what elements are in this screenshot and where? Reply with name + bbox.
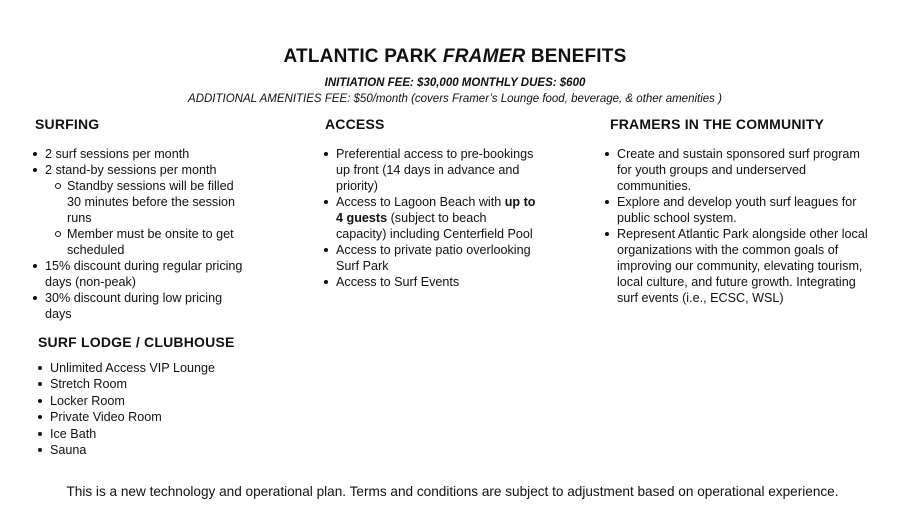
- amenities-fee-line: ADDITIONAL AMENITIES FEE: $50/month (covers Framer’s Lounge food, beverage, & other amenities ): [188, 93, 722, 105]
- list-item: Private Video Room: [38, 409, 268, 425]
- lodge-heading: SURF LODGE / CLUBHOUSE: [38, 334, 235, 350]
- list-item: Preferential access to pre-bookings up front (14 days in advance and priority): [324, 146, 536, 194]
- list-item: Access to private patio overlooking Surf Park: [324, 242, 536, 274]
- surfing-sublist: [45, 178, 248, 258]
- list-item-text: Access to Lagoon Beach with: [336, 195, 505, 209]
- list-item: Access to Surf Events: [324, 274, 536, 290]
- community-heading: FRAMERS IN THE COMMUNITY: [610, 116, 825, 132]
- community-list: [605, 146, 877, 306]
- lodge-list: [38, 360, 268, 458]
- list-item: 2 surf sessions per month: [33, 146, 248, 162]
- list-item: Stretch Room: [38, 376, 268, 392]
- list-item: Locker Room: [38, 393, 268, 409]
- sub-list-item: Standby sessions will be filled 30 minutes before the session runs: [45, 178, 248, 226]
- footer-disclaimer: This is a new technology and operational plan. Terms and conditions are subject to adjustment based on operational experience.: [66, 484, 839, 499]
- title-prefix: ATLANTIC PARK: [283, 46, 438, 67]
- guests-emphasis: up to 4 guests: [336, 195, 536, 225]
- access-list: [324, 146, 536, 290]
- list-item: 15% discount during regular pricing days (non-peak): [33, 258, 248, 290]
- list-item: Explore and develop youth surf leagues for public school system.: [605, 194, 877, 226]
- title-suffix: BENEFITS: [530, 46, 627, 67]
- list-item: [324, 194, 536, 242]
- list-item: Create and sustain sponsored surf program for youth groups and underserved communities.: [605, 146, 877, 194]
- list-item-label: 2 stand-by sessions per month: [45, 163, 217, 177]
- list-item: Ice Bath: [38, 426, 268, 442]
- access-heading: ACCESS: [325, 116, 385, 132]
- surfing-heading: SURFING: [35, 116, 100, 132]
- list-item: Unlimited Access VIP Lounge: [38, 360, 268, 376]
- list-item: Sauna: [38, 442, 268, 458]
- fees-line: INITIATION FEE: $30,000 MONTHLY DUES: $600: [324, 77, 586, 89]
- page-title: [0, 46, 910, 68]
- list-item: [33, 162, 248, 258]
- list-item: Represent Atlantic Park alongside other local organizations with the common goals of improving our community, elevating tourism, local culture, and future growth. Integrating surf events (i.e., ECSC, WSL): [605, 226, 877, 306]
- surfing-list: [33, 146, 248, 322]
- sub-list-item: Member must be onsite to get scheduled: [45, 226, 248, 258]
- title-emphasis: FRAMER: [442, 46, 526, 67]
- list-item: 30% discount during low pricing days: [33, 290, 248, 322]
- list-item-text: (subject to beach capacity) including Centerfield Pool: [336, 211, 533, 241]
